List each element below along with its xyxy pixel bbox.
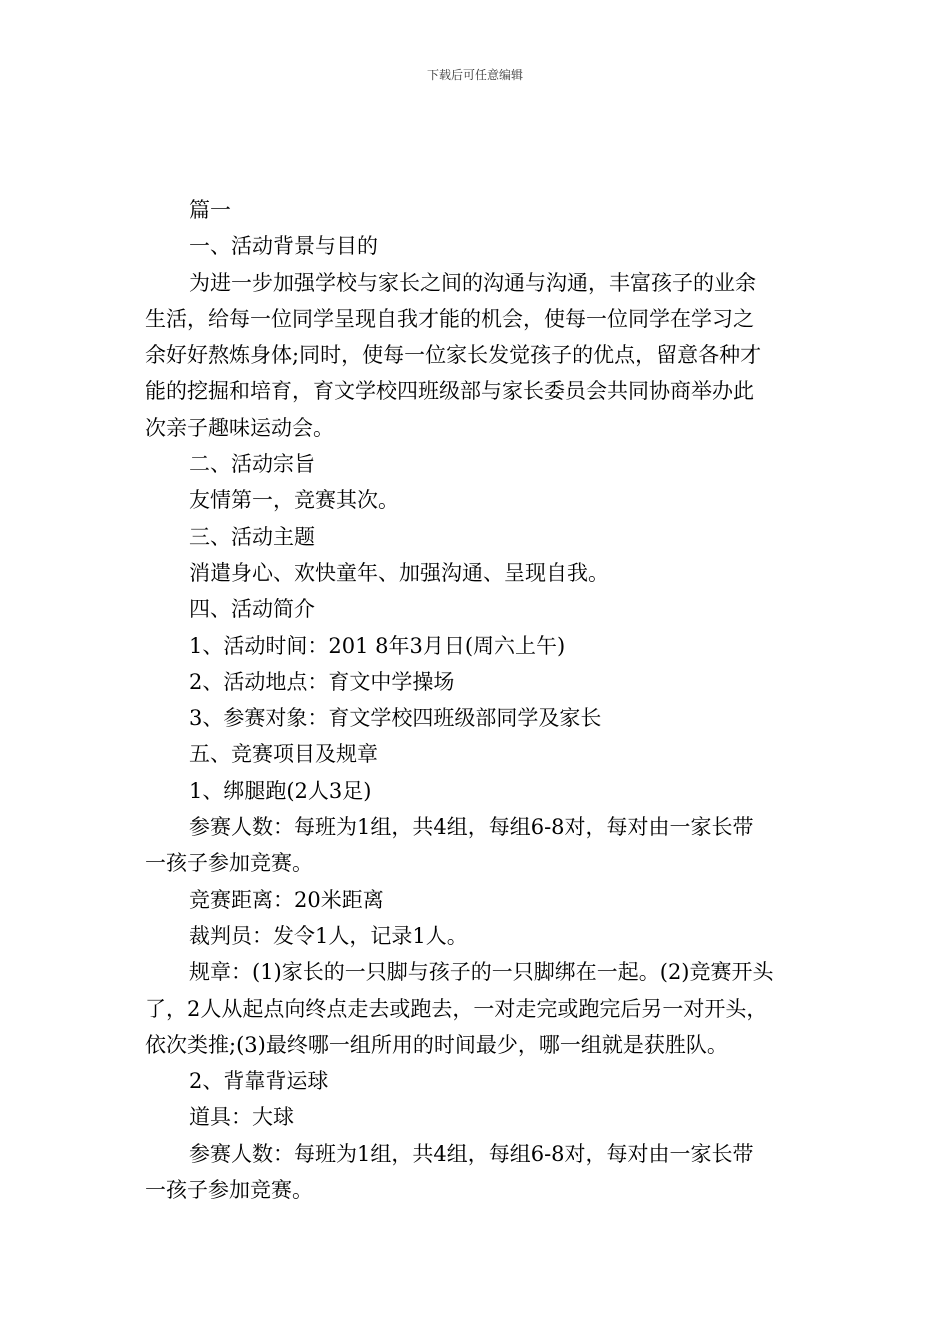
heading-purpose: 二、活动宗旨 <box>189 452 315 477</box>
paragraph-line: 裁判员：发令1人，记录1人。 <box>189 923 468 948</box>
list-item-participants: 3、参赛对象：育文学校四班级部同学及家长 <box>189 706 602 731</box>
list-item-location: 2、活动地点：育文中学操场 <box>189 669 455 694</box>
event-title-2: 2、背靠背运球 <box>189 1069 329 1094</box>
paragraph-line: 友情第一，竞赛其次。 <box>189 488 399 513</box>
paragraph-line: 余好好熬炼身体;同时，使每一位家长发觉孩子的优点，留意各种才 <box>145 343 762 368</box>
heading-events: 五、竞赛项目及规章 <box>189 742 378 767</box>
heading-intro: 四、活动简介 <box>189 597 315 622</box>
section-label: 篇一 <box>189 198 231 222</box>
paragraph-line: 依次类推;(3)最终哪一组所用的时间最少，哪一组就是获胜队。 <box>145 1032 728 1057</box>
paragraph-line: 规章：(1)家长的一只脚与孩子的一只脚绑在一起。(2)竞赛开头 <box>189 960 774 985</box>
paragraph-line: 能的挖掘和培育，育文学校四班级部与家长委员会共同协商举办此 <box>145 379 754 404</box>
heading-theme: 三、活动主题 <box>189 524 315 549</box>
paragraph-line: 次亲子趣味运动会。 <box>145 415 334 440</box>
paragraph-line: 为进一步加强学校与家长之间的沟通与沟通，丰富孩子的业余 <box>189 270 756 295</box>
paragraph-line: 参赛人数：每班为1组，共4组，每组6-8对，每对由一家长带 <box>189 815 754 840</box>
paragraph-line: 了，2人从起点向终点走去或跑去，一对走完或跑完后另一对开头， <box>145 996 768 1021</box>
document-body <box>145 192 817 1208</box>
heading-background: 一、活动背景与目的 <box>189 234 378 259</box>
event-title-1: 1、绑腿跑(2人3足) <box>189 778 372 803</box>
paragraph-line: 生活，给每一位同学呈现自我才能的机会，使每一位同学在学习之 <box>145 306 754 331</box>
paragraph-line: 竞赛距离：20米距离 <box>189 887 384 912</box>
paragraph-line: 道具：大球 <box>189 1105 294 1130</box>
list-item-time: 1、活动时间：201 8年3月日(周六上午) <box>189 633 566 658</box>
paragraph-line: 参赛人数：每班为1组，共4组，每组6-8对，每对由一家长带 <box>189 1141 754 1166</box>
paragraph-line: 一孩子参加竞赛。 <box>145 851 313 876</box>
paragraph-line: 一孩子参加竞赛。 <box>145 1178 313 1203</box>
page-header <box>0 66 950 83</box>
paragraph-line: 消遣身心、欢快童年、加强沟通、呈现自我。 <box>189 560 609 585</box>
header-text: 下载后可任意编辑 <box>426 68 523 82</box>
